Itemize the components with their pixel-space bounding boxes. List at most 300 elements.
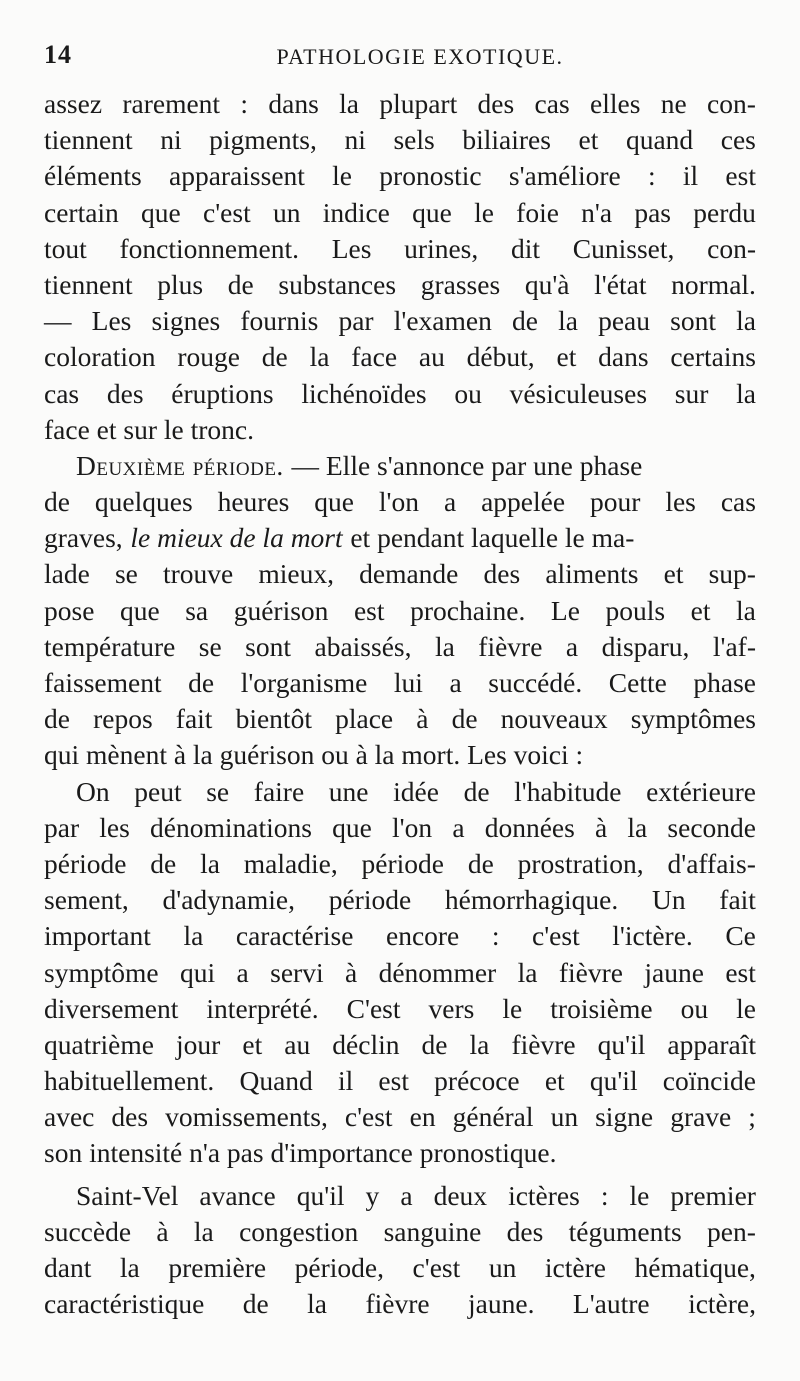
word: ou [680, 992, 709, 1024]
word: de [150, 847, 177, 879]
italic-phrase: le mieux de la mort [130, 522, 343, 554]
text-line [44, 665, 756, 701]
word: est [353, 594, 385, 626]
text-line [44, 122, 756, 158]
word: dans [268, 88, 319, 119]
word: certain [44, 196, 119, 228]
word: congestion [239, 1215, 359, 1247]
word: : [240, 88, 249, 119]
text-line [44, 484, 756, 520]
word: prostration, [517, 847, 644, 879]
word: premier [670, 1179, 756, 1211]
word: Un [651, 884, 686, 916]
word: jaune. [468, 1288, 535, 1320]
word: bientôt [235, 703, 312, 735]
word: important [44, 920, 151, 952]
word: caractérise [235, 920, 354, 952]
word: vers [428, 992, 475, 1024]
word: faire [253, 775, 305, 807]
word: que [332, 811, 372, 843]
text-line [44, 1063, 756, 1099]
word: quelques [94, 486, 193, 518]
word: la [434, 630, 455, 662]
line-text: face et sur le tronc. [44, 413, 254, 445]
word: normal. [671, 268, 756, 300]
word: habituellement. [44, 1065, 215, 1097]
word: interprété. [206, 992, 319, 1024]
word: période [44, 847, 127, 879]
word: de [44, 703, 70, 735]
word: face [351, 341, 398, 373]
word: certains [670, 341, 756, 373]
word: Les [91, 305, 132, 337]
word: de [242, 1288, 269, 1320]
word: la [736, 305, 756, 337]
word: diversement [44, 992, 179, 1024]
word: guérison [233, 594, 329, 626]
word: les [665, 486, 696, 518]
word: l'organisme [240, 667, 368, 698]
word: c'est [203, 196, 251, 228]
word: le [629, 1179, 650, 1211]
word: troisième [550, 992, 653, 1024]
word: cas [720, 486, 756, 518]
section-first-line [44, 448, 756, 484]
word: a [449, 667, 462, 698]
word: dit [511, 232, 541, 264]
word: précoce [434, 1065, 520, 1097]
word: phase [693, 667, 756, 698]
text-line [44, 158, 756, 194]
word: Les [331, 232, 372, 264]
word: pose [44, 594, 95, 626]
word: qui [179, 956, 216, 988]
text-line [44, 882, 756, 918]
word: lui [393, 667, 423, 698]
word: fièvre [478, 630, 543, 662]
word: qu'à [524, 268, 570, 300]
word: succède [44, 1215, 132, 1247]
word: est [725, 160, 756, 192]
word: les [99, 811, 130, 843]
word: idée [393, 775, 439, 807]
word: aliments [545, 558, 639, 590]
page-header [44, 40, 756, 80]
text-line [44, 520, 756, 556]
word: peau [598, 305, 650, 337]
word: à [156, 1215, 169, 1247]
word: des [477, 88, 515, 119]
word: trouve [162, 558, 234, 590]
word: ictère, [688, 1288, 756, 1320]
word: il [337, 1065, 354, 1097]
word: fièvre [365, 1288, 430, 1320]
text-line [44, 267, 756, 303]
word: coloration [44, 341, 156, 373]
word: éléments [44, 160, 142, 192]
word: le [474, 196, 494, 228]
word: apparaît [667, 1028, 756, 1060]
word: ; [748, 1101, 756, 1133]
word: tiennent [44, 124, 133, 156]
word: lade [44, 558, 90, 590]
word: général [452, 1101, 534, 1133]
word: place [335, 703, 394, 735]
word: a [400, 1179, 413, 1211]
word: biliaires [462, 124, 551, 156]
word: deux [433, 1179, 488, 1211]
word: fournis [240, 305, 319, 337]
word: des [506, 1215, 544, 1247]
word: disparu, [601, 630, 690, 662]
word: peut [134, 775, 182, 807]
word: urines, [404, 232, 479, 264]
word: la [558, 305, 578, 337]
word: sup- [708, 558, 756, 590]
text-line [44, 1250, 756, 1286]
word: se [198, 630, 222, 662]
word: repos [93, 703, 153, 735]
text-line [44, 339, 756, 375]
word: Cette [608, 667, 667, 698]
word: vomissements, [165, 1101, 328, 1133]
word: elles [590, 88, 641, 119]
word: début, [466, 341, 535, 373]
word: assez [44, 88, 103, 119]
word: Saint-Vel [76, 1179, 179, 1211]
word: pour [589, 486, 641, 518]
word: appelée [481, 486, 566, 518]
word: l'on [378, 486, 420, 518]
word: c'est [532, 920, 580, 952]
word: foie [516, 196, 559, 228]
word: y [365, 1179, 380, 1211]
word: pouls [605, 594, 666, 626]
text-line [44, 955, 756, 991]
word: avec [44, 1101, 95, 1133]
word: grave [670, 1101, 732, 1133]
word: de [188, 667, 215, 698]
word: lichénoïdes [301, 377, 427, 409]
word: Ce [725, 920, 756, 952]
text-line [44, 701, 756, 737]
body-text [44, 86, 756, 1322]
word: de [44, 486, 70, 518]
word: que [119, 594, 160, 626]
word: maladie, [243, 847, 338, 879]
word: symptôme [44, 956, 159, 988]
word: la [119, 1252, 140, 1283]
word: le [332, 160, 353, 192]
word: a [236, 956, 249, 988]
word: pen- [707, 1215, 756, 1247]
word: quand [625, 124, 694, 156]
word: période [361, 847, 444, 879]
word: l'on [392, 811, 433, 843]
word: seconde [667, 811, 756, 843]
word: coïncide [662, 1065, 756, 1097]
word: de [451, 703, 478, 735]
word: Le [550, 594, 580, 626]
word: On [76, 775, 110, 807]
text-line [44, 846, 756, 882]
word: L'autre [572, 1288, 650, 1320]
word: à [595, 811, 608, 843]
word: extérieure [646, 775, 756, 807]
word: est [378, 1065, 409, 1097]
word: indice [322, 196, 390, 228]
word: fonctionnement. [119, 232, 299, 264]
word: hémorrhagique. [444, 884, 619, 916]
word: fièvre [511, 1028, 576, 1060]
word: par [338, 305, 374, 337]
word: de [227, 268, 254, 300]
word: vésiculeuses [509, 377, 648, 409]
word: téguments [568, 1215, 682, 1247]
word: symptômes [630, 703, 756, 735]
word: sels [393, 124, 435, 156]
word: servi [270, 956, 324, 988]
word: fait [719, 884, 756, 916]
word: pronostic [379, 160, 482, 192]
word: est [725, 956, 756, 988]
word: succédé. [488, 667, 583, 698]
paragraph [44, 1178, 756, 1323]
paragraph [44, 774, 756, 1172]
text-line [44, 556, 756, 592]
word: la [307, 1288, 328, 1320]
line-text: — Elle s'annonce par une phase [291, 449, 643, 481]
word: se [206, 775, 230, 807]
word: sur [674, 377, 709, 409]
text-line [44, 1099, 756, 1135]
word: substances [278, 268, 397, 300]
word: quatrième [44, 1028, 154, 1060]
word: et [578, 124, 599, 156]
word: rarement [122, 88, 221, 119]
word: que [314, 486, 354, 518]
running-title: PATHOLOGIE EXOTIQUE. [276, 44, 564, 69]
word: la [736, 594, 756, 626]
word: tiennent [44, 268, 133, 300]
word: dénommer [378, 956, 497, 988]
word: : [491, 920, 500, 952]
word: ou [454, 377, 482, 409]
word: pigments, [209, 124, 317, 156]
text-line [44, 231, 756, 267]
word: ni [344, 124, 366, 156]
word: a [443, 486, 457, 518]
word: température [44, 630, 176, 662]
word: c'est [412, 1252, 461, 1283]
section-heading: Deuxième période. [76, 449, 284, 481]
text-line [44, 303, 756, 339]
text-line [44, 593, 756, 629]
word: ictère [544, 1252, 606, 1283]
text-line [44, 991, 756, 1027]
word: que [141, 196, 181, 228]
word: abaissés, [314, 630, 412, 662]
word: ne [660, 88, 687, 119]
word: et [663, 558, 684, 590]
word: plus [157, 268, 204, 300]
word: de [511, 305, 538, 337]
text-line [44, 1214, 756, 1250]
word: apparaissent [169, 160, 305, 192]
word: signes [151, 305, 221, 337]
text-line [44, 412, 756, 448]
word: l'af- [712, 630, 756, 662]
word: : [648, 160, 656, 192]
word: caractéristique [44, 1288, 205, 1320]
word: un [488, 1252, 517, 1283]
word: dans [598, 341, 649, 373]
word: qu'il [296, 1179, 345, 1211]
word: hématique, [634, 1252, 756, 1283]
word: données [484, 811, 575, 843]
word: encore [385, 920, 460, 952]
text-line [44, 1286, 756, 1322]
word: à [344, 956, 358, 988]
word: l'état [594, 268, 647, 300]
word: par [44, 811, 80, 843]
word: l'habitude [514, 775, 622, 807]
word: avance [199, 1179, 276, 1211]
text-line [44, 629, 756, 665]
word: la [517, 956, 538, 988]
word: la [200, 847, 220, 879]
word: de [467, 847, 494, 879]
word: tout [44, 232, 87, 264]
word: n'a [581, 196, 613, 228]
page-number: 14 [44, 40, 72, 69]
word: sanguine [383, 1215, 482, 1247]
word: jour [176, 1028, 221, 1060]
word: faissement [44, 667, 162, 698]
word: a [565, 630, 579, 662]
word: première [168, 1252, 267, 1283]
word: l'ictère. [612, 920, 693, 952]
word: grasses [420, 268, 501, 300]
line-text: et pendant laquelle le ma- [350, 522, 635, 554]
word: le [736, 992, 756, 1024]
word: a [452, 811, 465, 843]
word: dénominations [150, 811, 312, 843]
word: plupart [379, 88, 458, 119]
word: c'est [344, 1101, 393, 1133]
line-text: qui mènent à la guérison ou à la mort. Les voici : [44, 739, 584, 771]
line-text: son intensité n'a pas d'importance pronostique. [44, 1137, 557, 1169]
word: la [183, 920, 204, 952]
word: l'examen [393, 305, 492, 337]
word: pas [634, 196, 671, 228]
word: un [272, 196, 301, 228]
word: fait [175, 703, 213, 735]
word: une [328, 775, 369, 807]
word: sont [670, 305, 716, 337]
word: fièvre [558, 956, 623, 988]
word: période, [294, 1252, 384, 1283]
word: s'améliore [508, 160, 621, 192]
word: déclin [332, 1028, 400, 1060]
word: dant [44, 1252, 92, 1283]
word: sont [245, 630, 292, 662]
word: mieux, [258, 558, 334, 590]
text-line [44, 1135, 756, 1171]
line-text: graves, [44, 522, 123, 554]
word: la [193, 1215, 214, 1247]
word: prochaine. [410, 594, 526, 626]
paragraph-continuation [44, 86, 756, 448]
word: éruptions [171, 377, 274, 409]
word: des [483, 558, 521, 590]
word: d'adynamie, [162, 884, 295, 916]
word: perdu [693, 196, 756, 228]
word: jaune [644, 956, 704, 988]
word: un [550, 1101, 579, 1133]
word: heures [217, 486, 290, 518]
word: des [111, 1101, 149, 1133]
text-line [44, 810, 756, 846]
word: — [44, 305, 72, 337]
word: la [736, 377, 756, 409]
word: et [544, 1065, 565, 1097]
word: cas [534, 88, 570, 119]
word: demande [359, 558, 459, 590]
word: Quand [239, 1065, 313, 1097]
word: se [114, 558, 138, 590]
word: ces [720, 124, 756, 156]
word: qu'il [589, 1065, 638, 1097]
word: il [682, 160, 699, 192]
word: au [284, 1028, 311, 1060]
word: Cunisset, [572, 232, 675, 264]
word: con- [707, 88, 756, 119]
word: sement, [44, 884, 129, 916]
word: : [600, 1179, 609, 1211]
text-line [44, 774, 756, 810]
text-line [44, 195, 756, 231]
word: période [328, 884, 412, 916]
word: au [418, 341, 445, 373]
word: la [309, 341, 330, 373]
word: de [421, 1028, 448, 1060]
word: et [690, 594, 711, 626]
text-line [44, 86, 756, 122]
word: à [416, 703, 429, 735]
word: d'affais- [667, 847, 756, 879]
section-deuxieme-periode [44, 448, 756, 774]
word: et [242, 1028, 263, 1060]
word: rouge [177, 341, 240, 373]
text-line [44, 1027, 756, 1063]
word: la [469, 1028, 490, 1060]
text-line [44, 737, 756, 773]
word: et [556, 341, 577, 373]
word: nouveaux [500, 703, 608, 735]
word: le [502, 992, 523, 1024]
word: la [339, 88, 359, 119]
word: de [261, 341, 288, 373]
word: ni [160, 124, 182, 156]
word: la [627, 811, 648, 843]
word: signe [595, 1101, 654, 1133]
text-line [44, 918, 756, 954]
word: en [409, 1101, 436, 1133]
word: que [412, 196, 452, 228]
text-line [44, 376, 756, 412]
word: sa [185, 594, 209, 626]
